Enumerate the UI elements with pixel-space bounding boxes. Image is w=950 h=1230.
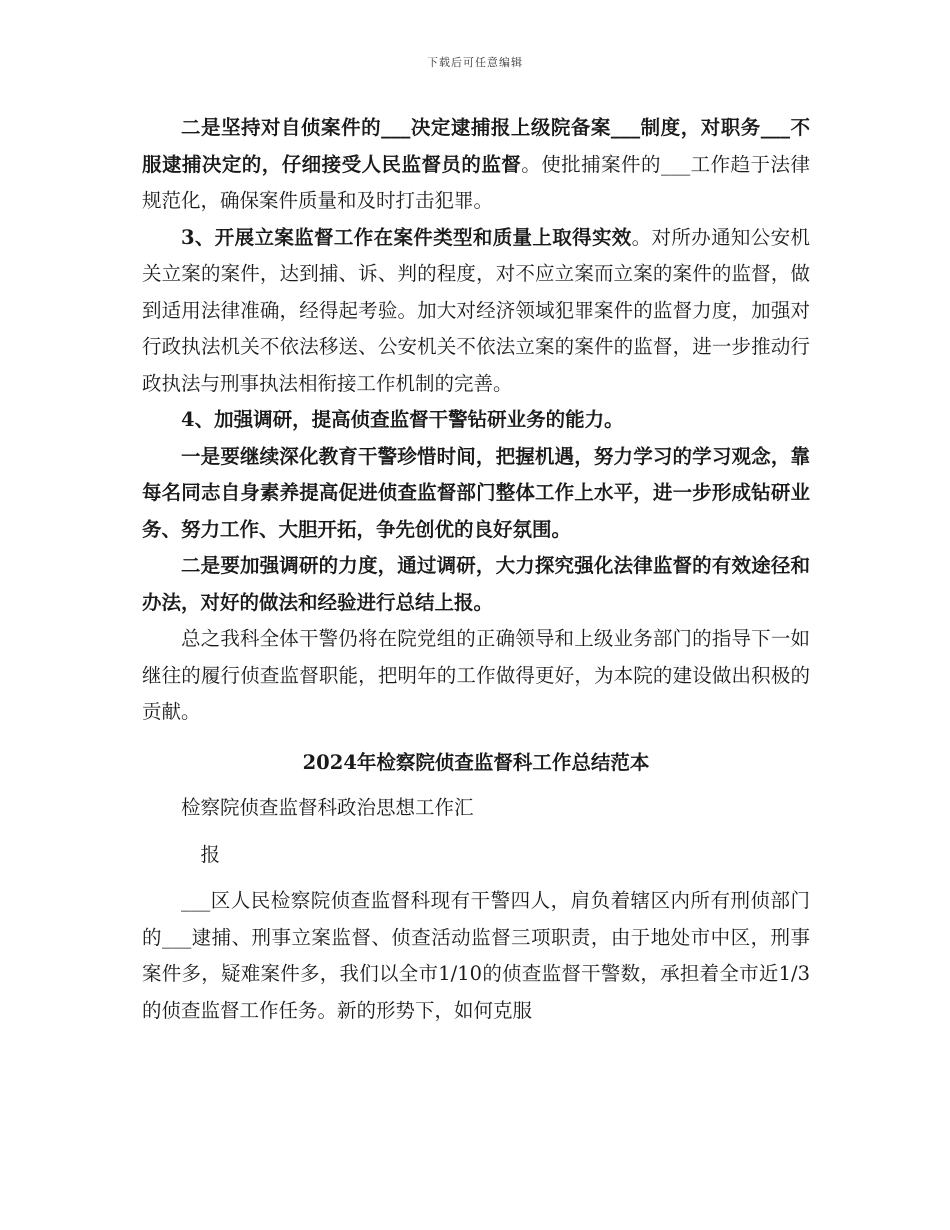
paragraph-6-text: 总之我科全体干警仍将在院党组的正确领导和上级业务部门的指导下一如继往的履行侦查监督职能，把明年的工作做得更好，为本院的建设做出积极的贡献。 <box>142 627 810 723</box>
document-body <box>142 110 810 1029</box>
paragraph-4 <box>142 439 810 549</box>
paragraph-3-bold: 4、加强调研，提高侦查监督干警钻研业务的能力。 <box>181 408 624 431</box>
section-title: 2024年检察院侦查监督科工作总结范本 <box>302 750 650 774</box>
section-subtitle-line1: 检察院侦查监督科政治思想工作汇 <box>181 796 474 819</box>
paragraph-5-bold: 二是要加强调研的力度，通过调研，大力探究强化法律监督的有效途径和办法，对好的做法和经验进行总结上报。 <box>142 554 810 614</box>
paragraph-2-bold: 3、开展立案监督工作在案件类型和质量上取得实效 <box>181 225 632 249</box>
paragraph-1-text: 。使批捕案件的___工作趋于法律规范化，确保案件质量和及时打击犯罪。 <box>142 152 810 212</box>
paragraph-2 <box>142 220 810 403</box>
section-subtitle-line2: 报 <box>200 842 221 866</box>
paragraph-3 <box>142 402 810 439</box>
paragraph-5 <box>142 548 810 621</box>
page-header: 下载后可任意编辑 <box>427 56 523 69</box>
paragraph-6 <box>142 621 810 731</box>
section-body: ___区人民检察院侦查监督科现有干警四人，肩负着辖区内所有刑侦部门的___逮捕、刑事立案监督、侦查活动监督三项职责，由于地处市中区，刑事案件多，疑难案件多，我们以全市1/10的侦查监督干警数，承担着全市近1/3的侦查监督工作任务。新的形势下，如何克服 <box>142 889 810 1022</box>
paragraph-2-text: 。对所办通知公安机关立案的案件，达到捕、诉、判的程度，对不应立案而立案的案件的监督，做到适用法律准确，经得起考验。加大对经济领域犯罪案件的监督力度，加强对行政执法机关不依法移送、公安机关不依法立案的案件的监督，进一步推动行政执法与刑事执法相衔接工作机制的完善。 <box>142 225 810 395</box>
paragraph-1 <box>142 110 810 220</box>
paragraph-1-bold: 二是坚持对自侦案件的___决定逮捕报上级院备案___制度，对职务___不服逮捕决定的，仔细接受人民监督员的监督 <box>142 116 810 176</box>
paragraph-4-bold: 一是要继续深化教育干警珍惜时间，把握机遇，努力学习的学习观念，靠每名同志自身素养提高促进侦查监督部门整体工作上水平，进一步形成钻研业务、努力工作、大胆开拓，争先创优的良好氛围。 <box>142 444 810 541</box>
